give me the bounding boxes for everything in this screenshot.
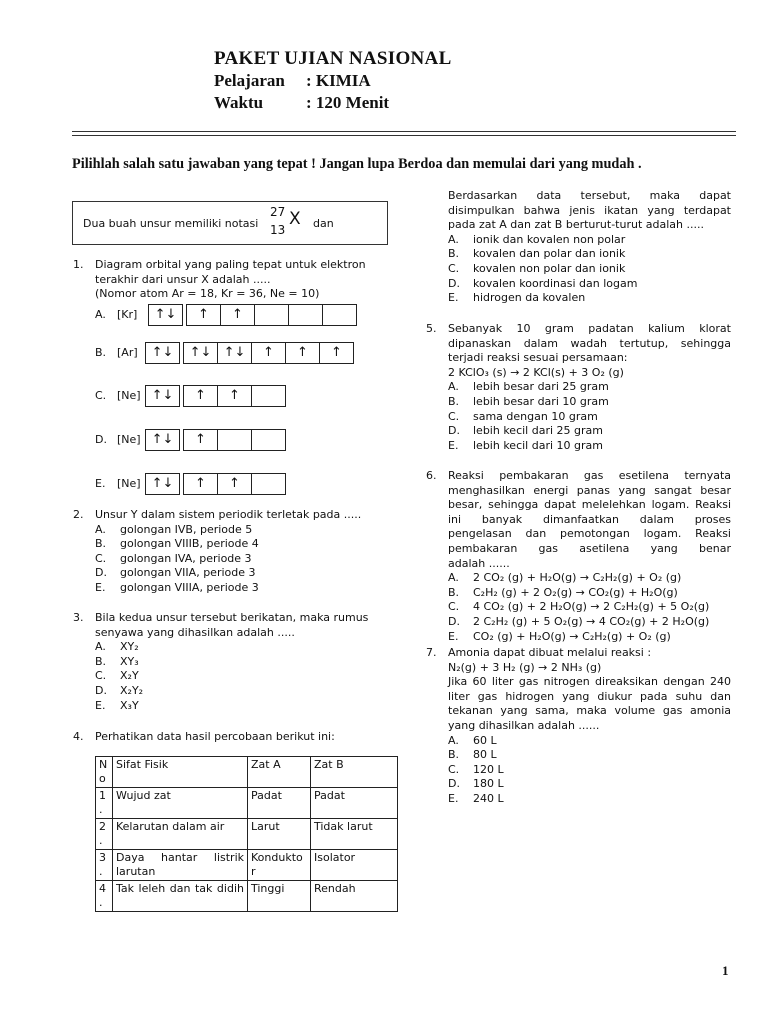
option-letter: E. [95,581,106,594]
option-text: golongan IVA, periode 3 [120,551,252,565]
option-letter: A. [95,522,106,536]
table-header-cell: Zat A [248,757,311,788]
orbital-boxes [148,304,356,326]
page-number: 1 [722,963,729,978]
orbital-box: ↑↓ [145,473,180,495]
noble-gas-core: [Ne] [117,477,141,490]
question-text-line: Bila kedua unsur tersebut berikatan, maka rumus [95,611,369,624]
option-text: golongan VIIA, periode 3 [120,566,256,580]
option-text: 4 CO₂ (g) + 2 H₂O(g) → 2 C₂H₂(g) + 5 O₂(g) [473,600,710,614]
orbital-box [322,304,357,326]
option-text: 60 L [473,733,497,747]
instruction-text: Pilihlah salah satu jawaban yang tepat ! Jangan lupa Berdoa dan memulai dari yang mudah . [72,156,642,172]
orbital-box [217,429,252,451]
time-value: : 120 Menit [306,93,390,112]
question-text-line: Amonia dapat dibuat melalui reaksi : [448,646,652,659]
table-cell: Tidak larut [311,819,398,850]
option-letter: E. [448,291,459,305]
notation-text-after: dan [313,217,334,230]
option-text: XY₃ [120,654,139,668]
option-letter: C. [95,551,107,565]
question-7 [426,646,736,811]
table-cell: 4 . [96,881,113,912]
option-letter: D. [95,566,107,580]
exam-title: PAKET UJIAN NASIONAL [214,48,452,69]
orbital-box: ↑ [183,385,218,407]
question-text-line: Berdasarkan data tersebut, maka dapat [448,189,731,202]
option-letter: D. [95,684,107,697]
question-number: 1. [73,258,84,271]
orbital-box: ↑↓ [183,342,218,364]
orbital-box: ↑↓ [145,342,180,364]
experiment-data-table [95,756,398,912]
option-letter: E. [448,438,459,452]
option-letter: D. [448,424,460,438]
option-letter: B. [448,585,460,599]
notation-box [72,201,388,245]
orbital-box [251,385,286,407]
question-text-line: adalah ...... [448,556,510,570]
option-letter: E. [448,792,459,805]
option-text: hidrogen da kovalen [473,291,586,305]
table-cell: Tinggi [248,881,311,912]
table-cell: Tak leleh dan tak didih [113,881,248,912]
header-rule-bottom [72,135,736,136]
option-letter: C. [448,762,460,776]
table-header-cell: Zat B [311,757,398,788]
table-cell: Daya hantar listrik larutan [113,850,248,881]
option-text: CO₂ (g) + H₂O(g) → C₂H₂(g) + O₂ (g) [473,629,671,643]
orbital-boxes [145,429,285,451]
question-text-line: yang dihasilkan adalah ...... [448,719,600,732]
question-text-line: menghasilkan energi panas yang sangat besar [448,483,731,497]
table-cell: Isolator [311,850,398,881]
question-4 [73,730,393,746]
table-cell: Larut [248,819,311,850]
option-letter: A. [448,733,459,747]
option-letter: B. [448,247,460,261]
option-letter: C. [95,389,107,402]
orbital-box [251,473,286,495]
option-text: X₂Y [120,669,139,683]
option-letter: C. [448,600,460,614]
question-text-line: pembakaran gas asetilena yang benar [448,542,731,555]
table-cell: 2 . [96,819,113,850]
option-letter: C. [448,409,460,423]
option-text: 120 L [473,762,504,776]
option-text: 80 L [473,748,497,762]
option-letter: D. [95,433,107,446]
table-row [96,819,398,850]
option-letter: E. [95,698,106,712]
table-row [96,850,398,881]
option-letter: A. [95,640,106,654]
option-text: golongan VIIIB, periode 4 [120,537,259,551]
option-text: sama dengan 10 gram [473,409,598,423]
option-letter: D. [448,276,460,290]
table-header-cell: Sifat Fisik [113,757,248,788]
option-text: 180 L [473,777,504,791]
table-cell: Wujud zat [113,788,248,819]
option-letter: B. [95,346,107,359]
option-text: lebih besar dari 25 gram [473,380,609,394]
option-letter: D. [448,777,460,791]
question-text-line: dipanaskan dalam wadah tertutup, sehingga [448,336,731,350]
question-6 [426,469,736,649]
question-text-line: Jika 60 liter gas nitrogen direaksikan dengan 240 [448,675,731,689]
table-cell: Padat [248,788,311,819]
table-cell: 3 . [96,850,113,881]
orbital-box: ↑↓ [217,342,252,364]
subject-label: Pelajaran [214,71,285,90]
table-cell: Kelarutan dalam air [113,819,248,850]
element-symbol: X [289,209,301,229]
orbital-boxes [145,473,285,495]
orbital-box: ↑ [251,342,286,364]
option-text: kovalen koordinasi dan logam [473,276,638,290]
question-text-line: pengelasan dan pemotongan logam. Reaksi [448,527,731,541]
question-text-line: liter gas hidrogen yang diukur pada suhu dan [448,689,731,703]
noble-gas-core: [Kr] [117,308,138,321]
question-text-line: Reaksi pembakaran gas esetilena ternyata [448,469,731,482]
orbital-box: ↑ [183,473,218,495]
orbital-box [251,429,286,451]
question-text-line: (Nomor atom Ar = 18, Kr = 36, Ne = 10) [95,287,320,301]
option-letter: A. [448,380,459,394]
mass-number: 27 [270,205,286,219]
question-number: 2. [73,508,84,521]
option-letter: A. [448,571,459,585]
orbital-box [288,304,323,326]
option-text: kovalen dan polar dan ionik [473,247,626,261]
reaction-equation: 2 KClO₃ (s) → 2 KCl(s) + 3 O₂ (g) [448,365,624,379]
option-letter: E. [448,629,459,643]
option-text: ionik dan kovalen non polar [473,232,626,246]
atomic-number: 13 [270,223,286,237]
table-cell: 1 . [96,788,113,819]
orbital-box: ↑ [220,304,255,326]
table-header-row [96,757,398,788]
question-number: 3. [73,611,84,624]
table-header-cell: N o [96,757,113,788]
table-cell: Rendah [311,881,398,912]
notation-text-before: Dua buah unsur memiliki notasi [83,217,259,230]
orbital-box: ↑ [319,342,354,364]
question-text: Unsur Y dalam sistem periodik terletak pada ..... [95,508,362,521]
orbital-box: ↑ [285,342,320,364]
orbital-boxes [145,385,285,407]
time-row [0,93,768,118]
option-text: XY₂ [120,640,139,654]
question-text-line: Sebanyak 10 gram padatan kalium klorat [448,322,731,335]
question-text-line: terjadi reaksi sesuai persamaan: [448,351,628,365]
orbital-box: ↑ [217,385,252,407]
option-letter: C. [95,669,107,683]
option-text: golongan IVB, periode 5 [120,522,253,536]
option-letter: B. [95,654,107,668]
noble-gas-core: [Ar] [117,346,138,359]
option-text: X₂Y₂ [120,684,144,697]
table-cell: Kondukto r [248,850,311,881]
orbital-boxes [145,342,353,364]
question-text-line: ini banyak dimanfaatkan dalam proses [448,512,731,526]
question-text-line: terakhir dari unsur X adalah ..... [95,272,271,286]
option-text: 2 CO₂ (g) + H₂O(g) → C₂H₂(g) + O₂ (g) [473,571,682,585]
question-text-line: senyawa yang dihasilkan adalah ..... [95,625,295,639]
question-text-line: disimpulkan bahwa jenis ikatan yang terdapat [448,203,731,217]
noble-gas-core: [Ne] [117,433,141,446]
reaction-equation: N₂(g) + 3 H₂ (g) → 2 NH₃ (g) [448,660,602,674]
option-letter: B. [448,748,460,762]
option-text: 240 L [473,792,504,805]
option-text: lebih kecil dari 10 gram [473,438,603,452]
option-letter: A. [448,232,459,246]
option-text: 2 C₂H₂ (g) + 5 O₂(g) → 4 CO₂(g) + 2 H₂O(g) [473,615,710,628]
option-text: kovalen non polar dan ionik [473,262,626,275]
question-text-line: Diagram orbital yang paling tepat untuk elektron [95,258,366,271]
question-5 [426,322,736,457]
question-3 [73,611,393,716]
question-number: 7. [426,646,437,659]
noble-gas-core: [Ne] [117,389,141,402]
option-letter: D. [448,615,460,628]
option-text: golongan VIIIA, periode 3 [120,581,259,594]
subject-value: : KIMIA [306,71,371,90]
question-text-line: tekanan yang sama, maka volume gas amonia [448,704,731,718]
option-letter: A. [95,308,106,321]
question-text: Perhatikan data hasil percobaan berikut ini: [95,730,335,743]
question-2 [73,508,393,598]
orbital-box [254,304,289,326]
table-row [96,788,398,819]
orbital-box: ↑↓ [148,304,183,326]
table-row [96,881,398,912]
orbital-box: ↑ [183,429,218,451]
question-text-line: pada zat A dan zat B berturut-turut adalah ..... [448,218,704,232]
question-number: 6. [426,469,437,482]
time-label: Waktu [214,93,264,112]
option-letter: B. [95,537,107,551]
option-letter: C. [448,262,460,275]
orbital-box: ↑ [186,304,221,326]
table-cell: Padat [311,788,398,819]
option-letter: B. [448,395,460,408]
option-text: C₂H₂ (g) + 2 O₂(g) → CO₂(g) + H₂O(g) [473,585,678,599]
orbital-box: ↑↓ [145,385,180,407]
option-text: lebih kecil dari 25 gram [473,424,603,438]
orbital-box: ↑ [217,473,252,495]
question-number: 4. [73,730,84,743]
option-text: lebih besar dari 10 gram [473,395,609,408]
option-text: X₃Y [120,698,139,712]
orbital-box: ↑↓ [145,429,180,451]
header-rule-top [72,131,736,132]
question-4-continued [426,189,731,309]
question-text-line: besar, sehingga dapat melelehkan logam. Reaksi [448,498,731,512]
option-letter: E. [95,477,106,490]
question-number: 5. [426,322,437,335]
